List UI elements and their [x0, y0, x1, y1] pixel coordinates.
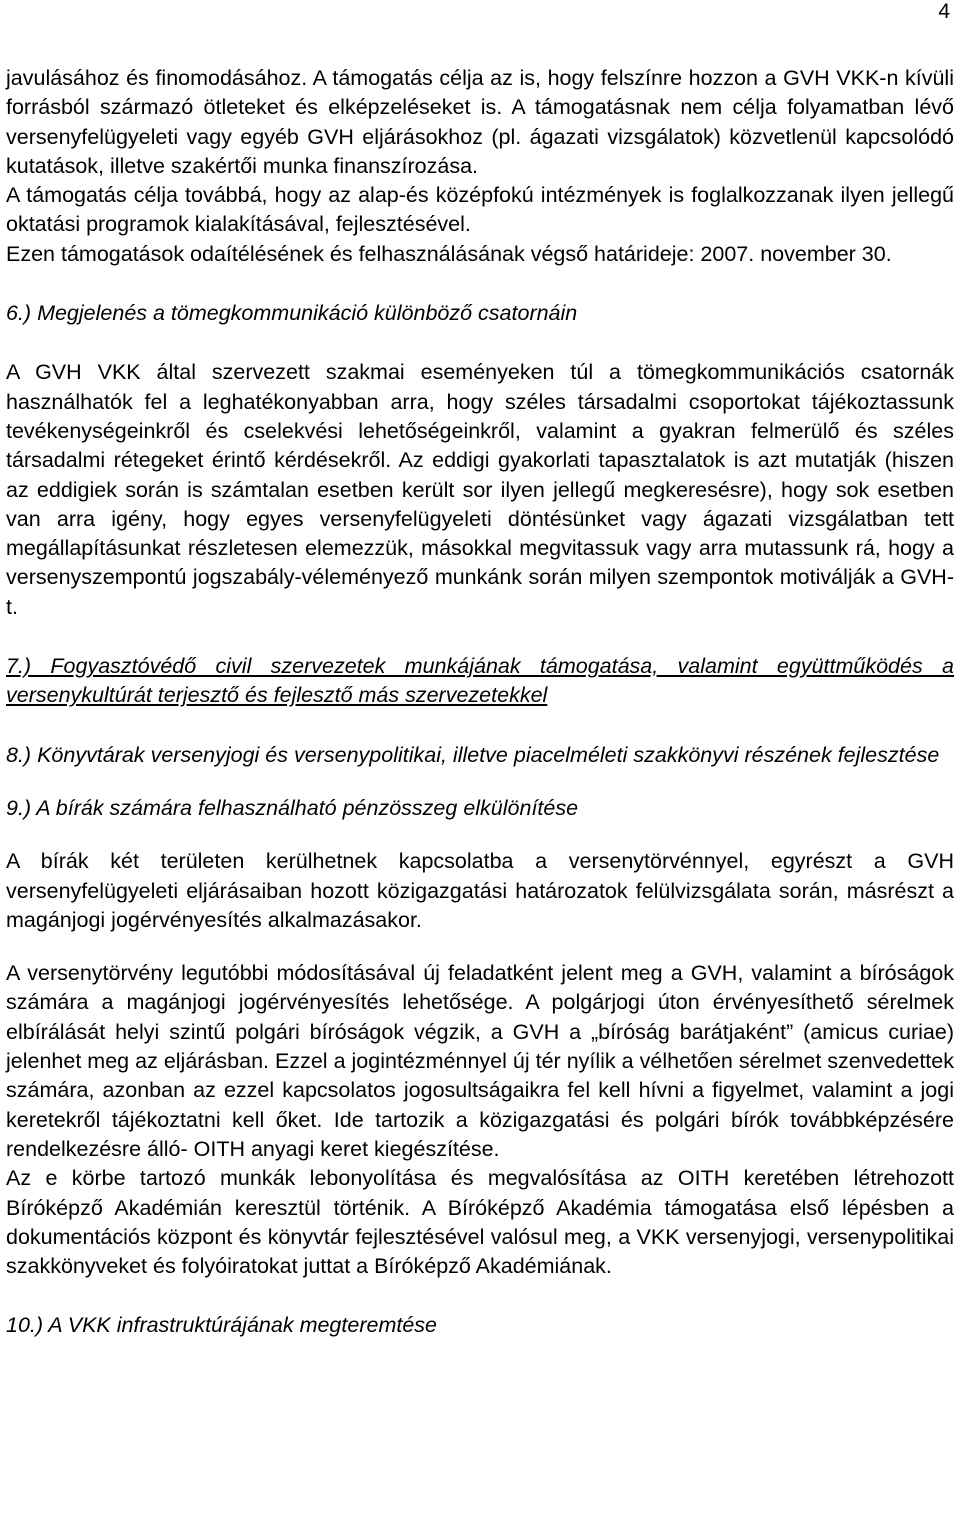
paragraph-judges-areas: A bírák két területen kerülhetnek kapcsolatba a versenytörvénnyel, egyrészt a GVH versenyfelügyeleti eljárásaiban hozott közigazgatási határozatok felülvizsgálata során, másrészt a magánjogi jogérvényesítés alkalmazásakor. — [6, 849, 954, 932]
spacer — [6, 823, 954, 847]
spacer — [6, 328, 954, 358]
section-heading-10: 10.) A VKK infrastruktúrájának megteremtése — [6, 1313, 437, 1338]
page-number: 4 — [938, 0, 950, 23]
paragraph-intro-continuation: javulásához és finomodásához. A támogatás célja az is, hogy felszínre hozzon a GVH VKK-n kívüli forrásból származó ötleteket és elképzeléseket is. A támogatásnak nem célja folyamatban lévő versenyfelügyeleti vagy egyéb GVH eljárásokhoz (pl. ágazati vizsgálatok) közvetlenül kapcsolódó kutatások, illetve szakértői munka finanszírozása. — [6, 66, 954, 178]
spacer — [6, 269, 954, 299]
spacer — [6, 622, 954, 652]
spacer — [6, 1281, 954, 1311]
document-body — [6, 64, 954, 1341]
spacer — [6, 770, 954, 794]
paragraph-judicial-academy: Az e körbe tartozó munkák lebonyolítása és megvalósítása az OITH keretében létrehozott Bíróképző Akadémián keresztül történik. A Bíróképző Akadémia támogatása első lépésben a dokumentációs központ és könyvtár fejlesztésével valósul meg, a VKK versenyjogi, versenypolitikai szakkönyveket és folyóiratokat juttat a Bíróképző Akadémiának. — [6, 1166, 954, 1279]
spacer — [6, 711, 954, 741]
section-heading-6: 6.) Megjelenés a tömegkommunikáció különböző csatornáin — [6, 301, 578, 326]
paragraph-support-goal: A támogatás célja továbbá, hogy az alap-és középfokú intézmények is foglalkozzanak ilyen jellegű oktatási programok kialakításával, fejlesztésével. — [6, 183, 954, 237]
section-heading-9: 9.) A bírák számára felhasználható pénzösszeg elkülönítése — [6, 795, 579, 820]
paragraph-deadline: Ezen támogatások odaítélésének és felhasználásának végső határideje: 2007. november 30. — [6, 241, 892, 266]
spacer — [6, 935, 954, 959]
paragraph-private-enforcement: A versenytörvény legutóbbi módosításával új feladatként jelent meg a GVH, valamint a bíróságok számára a magánjogi jogérvényesítés lehetősége. A polgárjogi úton érvényesíthető sérelmek elbírálását helyi szintű polgári bíróságok végzik, a GVH a „bíróság barátjaként” (amicus curiae) jelenhet meg az eljárásban. Ezzel a jogintézménnyel új tér nyílik a vélhetően sérelmet szenvedettek számára, azonban az ezzel kapcsolatos jogosultságaikra fel kell hívni a figyelmet, valamint a jogi keretekről tájékoztatni kell őket. Ide tartozik a közigazgatási és polgári bírók továbbképzésére rendelkezésre álló- OITH anyagi keret kiegészítése. — [6, 961, 954, 1161]
section-heading-7: 7.) Fogyasztóvédő civil szervezetek munkájának támogatása, valamint együttműködés a versenykultúrát terjesztő és fejlesztő más szervezetekkel — [6, 654, 954, 708]
paragraph-mass-communication: A GVH VKK által szervezett szakmai eseményeken túl a tömegkommunikációs csatornák használhatók fel a leghatékonyabban arra, hogy széles társadalmi csoportokat tájékoztassunk tevékenységeinkről és cselekvési lehetőségeinkről, valamint a gyakran felmerülő és széles társadalmi rétegeket érintő kérdésekről. Az eddigi gyakorlati tapasztalatok is azt mutatják (hiszen az eddigiek során is számtalan esetben került sor ilyen jellegű megkeresésre), hogy sok esetben van arra igény, hogy egyes versenyfelügyeleti döntésünket vagy ágazati vizsgálatban tett megállapításunkat részletesen elemezzük, másokkal megvitassuk vagy arra mutassunk rá, hogy a versenyszempontú jogszabály-véleményező munkánk során milyen szempontok motiválják a GVH-t. — [6, 360, 954, 619]
section-heading-8: 8.) Könyvtárak versenyjogi és versenypolitikai, illetve piacelméleti szakkönyvi részének fejlesztése — [6, 742, 940, 767]
